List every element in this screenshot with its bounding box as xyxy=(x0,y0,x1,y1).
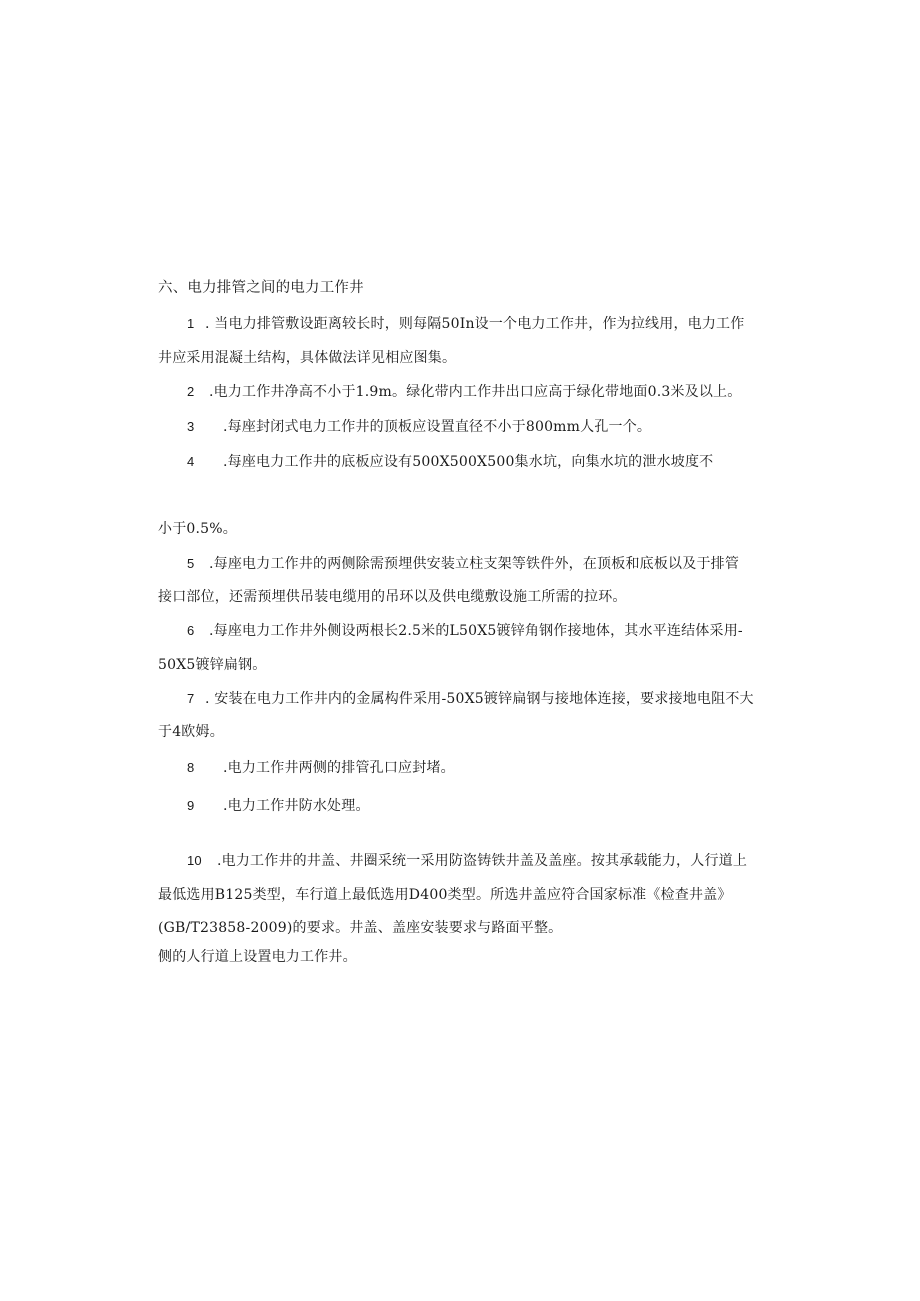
item-number: 1 xyxy=(187,316,195,331)
item-number: 2 xyxy=(187,384,195,399)
list-item-6-line-1 xyxy=(187,621,743,641)
item-number: 7 xyxy=(187,691,195,706)
item-text: . 当电力排管敷设距离较长时，则每隔50In设一个电力工作井，作为拉线用，电力工作 xyxy=(205,316,745,332)
list-item-10-line-1 xyxy=(187,851,747,871)
item-text: .电力工作井两侧的排管孔口应封堵。 xyxy=(223,760,455,776)
list-item-10-line-2: 最低选用B125类型，车行道上最低选用D400类型。所选井盖应符合国家标准《检查井盖》 xyxy=(158,887,732,903)
item-text: .每座电力工作井的两侧除需预埋供安装立柱支架等铁件外，在顶板和底板以及于排管 xyxy=(209,556,740,572)
item-number: 5 xyxy=(187,556,195,571)
item-number: 9 xyxy=(187,798,195,813)
list-item-5-line-2: 接口部位，还需预埋供吊装电缆用的吊环以及供电缆敷设施工所需的拉环。 xyxy=(158,589,627,605)
section-heading: 六、电力排管之间的电力工作井 xyxy=(158,280,364,296)
list-item-3 xyxy=(187,417,651,437)
item-text: .每座电力工作井的底板应设有500X500X500集水坑，向集水坑的泄水坡度不 xyxy=(223,454,714,470)
item-number: 6 xyxy=(187,623,195,638)
list-item-7-line-2: 于4欧姆。 xyxy=(158,724,224,740)
item-number: 3 xyxy=(187,419,195,434)
list-item-1-line-2: 井应采用混凝土结构，具体做法详见相应图集。 xyxy=(158,350,457,366)
list-item-5-line-1 xyxy=(187,554,739,574)
list-item-4-line-1 xyxy=(187,452,713,472)
list-item-10-line-4: 侧的人行道上设置电力工作井。 xyxy=(158,949,357,965)
item-number: 8 xyxy=(187,760,195,775)
list-item-6-line-2: 50X5镀锌扁钢。 xyxy=(158,657,267,673)
item-text: .电力工作井防水处理。 xyxy=(223,798,370,814)
item-text: .电力工作井的井盖、井圈采统一采用防盗铸铁井盖及盖座。按其承载能力，人行道上 xyxy=(217,853,748,869)
list-item-8 xyxy=(187,758,455,778)
list-item-7-line-1 xyxy=(187,689,754,709)
list-item-2 xyxy=(187,382,741,402)
item-text: .每座封闭式电力工作井的顶板应设置直径不小于800mm人孔一个。 xyxy=(223,419,652,435)
item-number: 10 xyxy=(187,853,202,868)
list-item-1-line-1 xyxy=(187,314,744,334)
item-number: 4 xyxy=(187,454,195,469)
list-item-4-line-2: 小于0.5%。 xyxy=(158,521,237,537)
list-item-10-line-3: (GB/T23858-2009)的要求。井盖、盖座安装要求与路面平整。 xyxy=(158,920,563,936)
list-item-9 xyxy=(187,796,370,816)
item-text: .电力工作井净高不小于1.9m。绿化带内工作井出口应高于绿化带地面0.3米及以上。 xyxy=(209,384,742,400)
item-text: . 安装在电力工作井内的金属构件采用-50X5镀锌扁钢与接地体连接，要求接地电阻不大 xyxy=(205,691,754,707)
item-text: .每座电力工作井外侧设两根长2.5米的L50X5镀锌角钢作接地体，其水平连结体采用- xyxy=(209,623,743,639)
